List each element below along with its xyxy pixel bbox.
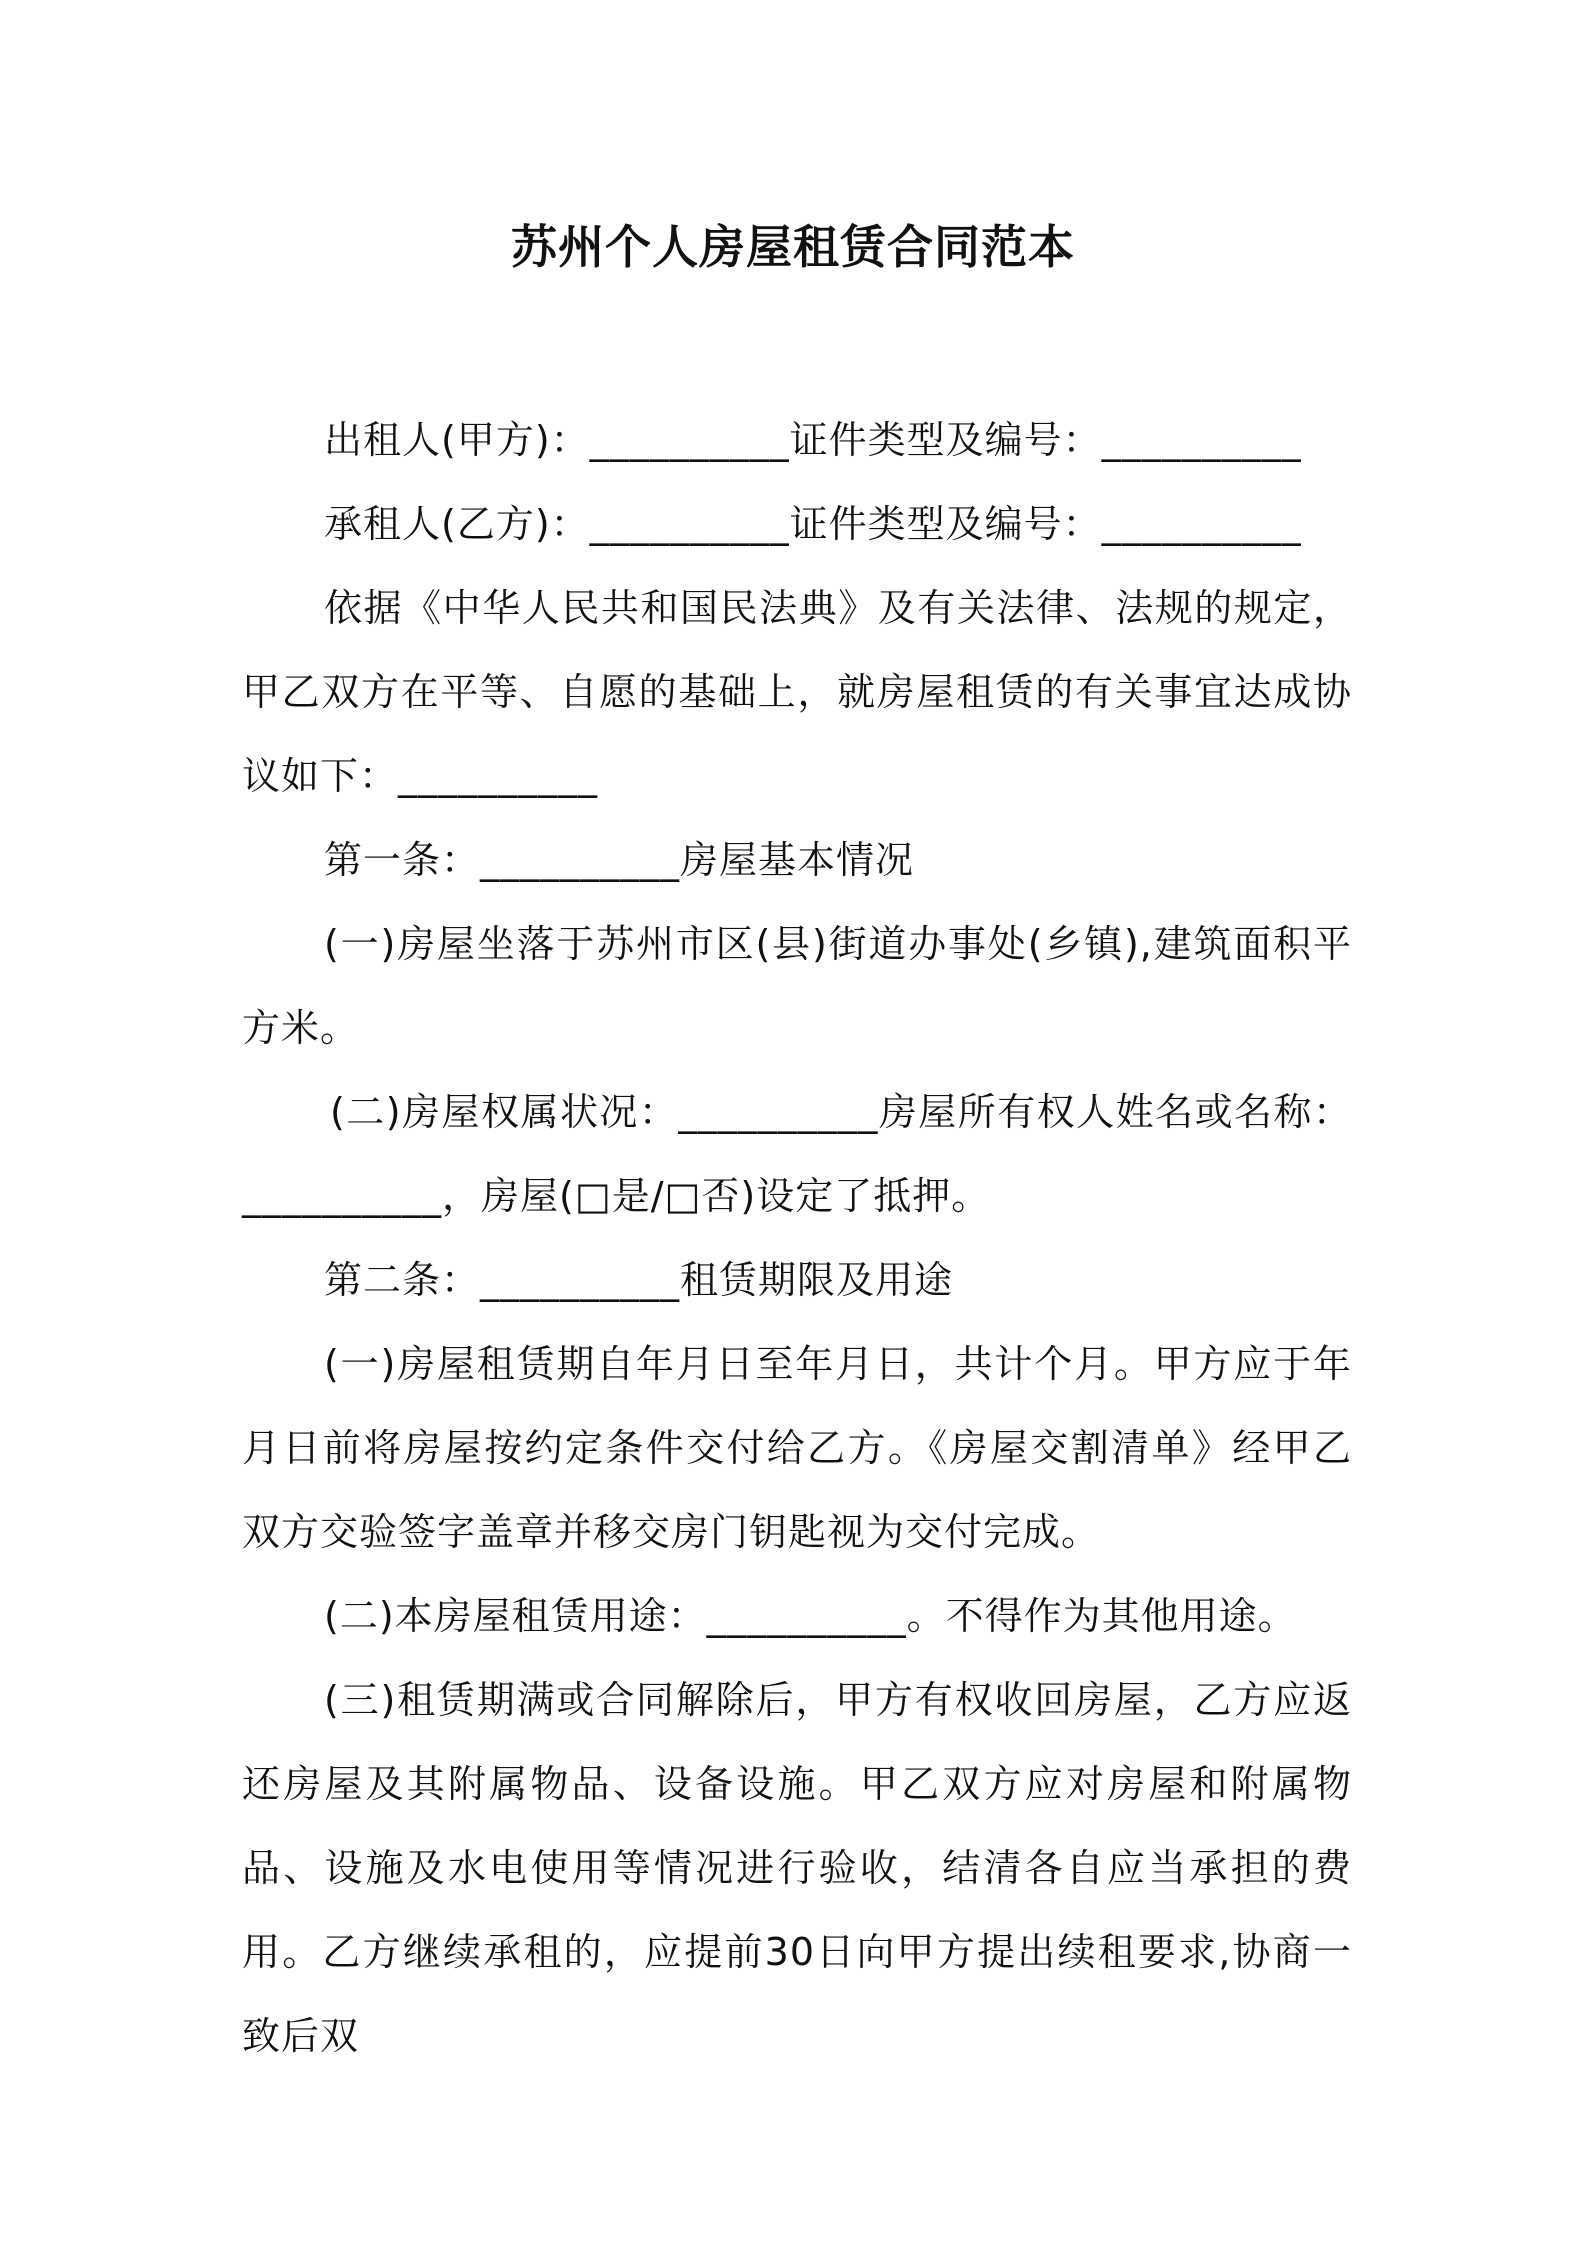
paragraph-article-2-item-1: (一)房屋租赁期自年月日至年月日，共计个月。甲方应于年月日前将房屋按约定条件交付给乙方。《房屋交割清单》经甲乙双方交验签字盖章并移交房门钥匙视为交付完成。 bbox=[242, 1342, 1352, 1554]
document-title: 苏州个人房屋租赁合同范本 bbox=[511, 220, 1075, 274]
paragraph-article-2-item-3: (三)租赁期满或合同解除后，甲方有权收回房屋，乙方应返还房屋及其附属物品、设备设施。甲乙双方应对房屋和附属物品、设施及水电使用等情况进行验收，结清各自应当承担的费用。乙方继续承租的，应提前30日向甲方提出续租要求,协商一致后双 bbox=[242, 1678, 1352, 2058]
document-body bbox=[242, 398, 1352, 2078]
paragraph-article-2-item-2: (二)本房屋租赁用途：__________。不得作为其他用途。 bbox=[324, 1594, 1297, 1638]
paragraph-article-1-item-2: (二)房屋权属状况：__________房屋所有权人姓名或名称：__________，房屋(□是/□否)设定了抵押。 bbox=[242, 1090, 1352, 1218]
paragraph-article-1-heading: 第一条：__________房屋基本情况 bbox=[324, 838, 915, 882]
paragraph-article-2-heading: 第二条：__________租赁期限及用途 bbox=[324, 1258, 954, 1302]
paragraph-basis: 依据《中华人民共和国民法典》及有关法律、法规的规定，甲乙双方在平等、自愿的基础上，就房屋租赁的有关事宜达成协议如下：__________ bbox=[242, 586, 1352, 798]
paragraph-lessor: 出租人(甲方)：__________证件类型及编号：__________ bbox=[324, 418, 1302, 462]
paragraph-article-1-item-1: (一)房屋坐落于苏州市区(县)街道办事处(乡镇),建筑面积平方米。 bbox=[242, 922, 1352, 1050]
paragraph-lessee: 承租人(乙方)：__________证件类型及编号：__________ bbox=[324, 502, 1302, 546]
